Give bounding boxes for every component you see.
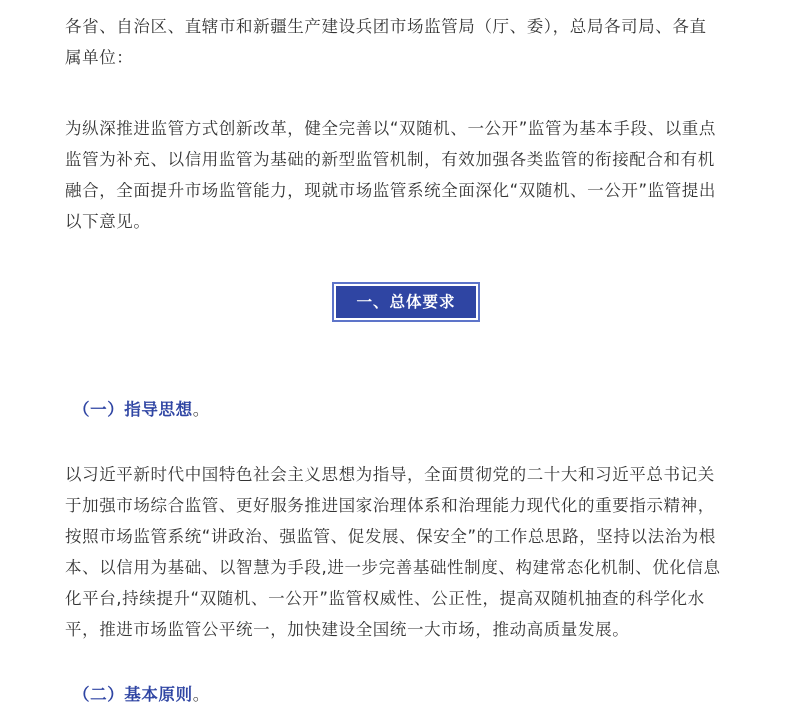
guide-line: 以习近平新时代中国特色社会主义思想为指导，全面贯彻党的二十大和习近平总书记关 [65, 465, 715, 484]
section-title-badge: 一、总体要求 [336, 286, 475, 318]
address-line: 各省、自治区、直辖市和新疆生产建设兵团市场监管局（厅、委），总局各司局、各直 [65, 17, 707, 36]
guide-line: 按照市场监管系统“讲政治、强监管、促发展、保安全”的工作总思路，坚持以法治为根 [65, 527, 716, 546]
guide-line: 于加强市场综合监管、更好服务推进国家治理体系和治理能力现代化的重要指示精神， [65, 496, 715, 515]
subsection-heading-guiding-thought [65, 394, 747, 425]
subsection-heading-basic-principles [65, 679, 747, 710]
address-paragraph [65, 11, 747, 73]
subsection-heading-text: （一）指导思想 [73, 400, 193, 419]
intro-line: 为纵深推进监管方式创新改革，健全完善以“双随机、一公开”监管为基本手段、以重点 [65, 119, 716, 138]
guiding-thought-paragraph [65, 459, 747, 645]
article-body [65, 0, 747, 710]
guide-line: 化平台,持续提升“双随机、一公开”监管权威性、公正性，提高双随机抽查的科学化水 [65, 589, 705, 608]
subsection-heading-text: （二）基本原则 [73, 685, 193, 704]
subsection-heading-period: 。 [192, 400, 210, 419]
intro-line: 监管为补充、以信用监管为基础的新型监管机制，有效加强各类监管的衔接配合和有机 [65, 150, 715, 169]
address-line: 属单位： [65, 48, 134, 67]
intro-line: 融合，全面提升市场监管能力，现就市场监管系统全面深化“双随机、一公开”监管提出 [65, 181, 716, 200]
section-title-container [65, 283, 747, 323]
guide-line: 平，推进市场监管公平统一，加快建设全国统一大市场，推动高质量发展。 [65, 620, 630, 639]
subsection-heading-period: 。 [192, 685, 210, 704]
guide-line: 本、以信用为基础、以智慧为手段,进一步完善基础性制度、构建常态化机制、优化信息 [65, 558, 721, 577]
intro-line: 以下意见。 [65, 212, 151, 231]
intro-paragraph [65, 113, 747, 237]
